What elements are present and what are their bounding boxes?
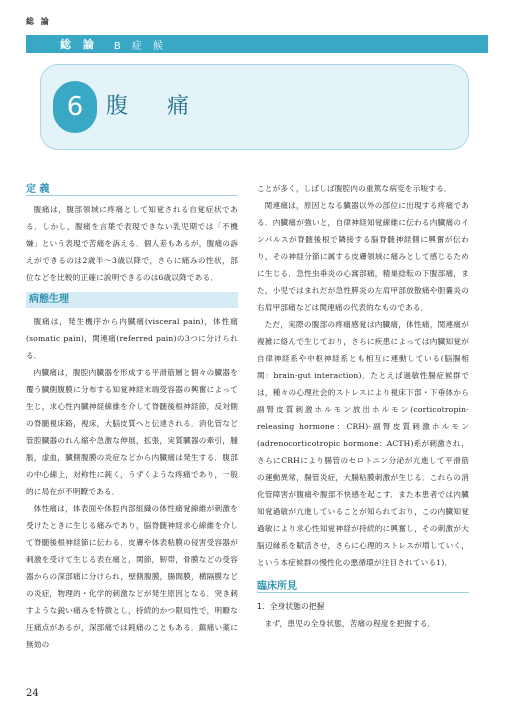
chapter-number: 6 bbox=[53, 81, 97, 133]
paragraph: 体性痛は，体表面や体腔内部組織の体性痛覚線維が刺激を受けたときに生じる痛みであり，脳脊髄神経求心線維を介して脊髄後根神経節に伝わる．皮膚や体表粘膜の侵害受容器が刺激を受けて生じる表在痛と，関節，靭帯，骨膜などの受容器からの深部痛に分けられ，壁側腹膜，腸間膜，横隔膜などの炎症，物理的・化学的刺激などが発生原因となる．突き刺すような鋭い痛みを特徴とし，持続的かつ限局性で，明瞭な圧痛点があるが，深部痛では鈍痛のこともある．鎮痛い薬に無効の bbox=[26, 504, 238, 649]
subheading: 1．全身状態の把握 bbox=[257, 602, 325, 611]
left-column bbox=[26, 180, 238, 653]
chapter-title: 腹 痛 bbox=[106, 94, 205, 119]
section-main-label: 総 論 bbox=[60, 38, 98, 51]
chapter-title-box bbox=[40, 64, 469, 150]
running-head: 総 論 bbox=[26, 17, 51, 26]
paragraph: 関連痛は，原因となる臓器以外の部位に出現する疼痛である．内臓痛が強いと，自律神経知覚線維に伝わる内臓痛のインパルスが脊髄後根で隣接する脳脊髄神経側に興奮が伝わり，その神経分節に属する皮膚領域に痛みとして感じるために生じる．急性虫垂炎の心窩部痛，精巣捻転の下腹部痛，また，小児ではまれだが急性膵炎の左肩甲部放散痛や胆嚢炎の右肩甲部痛などは関連痛の代表的なものである． bbox=[257, 201, 469, 312]
paragraph: 腹痛は，発生機序から内臓痛(visceral pain)，体性痛(somatic pain)，関連痛(referred pain)の3つに分けられる． bbox=[26, 317, 238, 360]
section-sub-label: B 症 候 bbox=[113, 40, 168, 52]
paragraph: ことが多く，しばしば腹腔内の重篤な病変を示唆する． bbox=[257, 184, 452, 193]
heading-clinical-findings: 臨床所見 bbox=[257, 577, 469, 593]
heading-pathophysiology: 病態生理 bbox=[26, 292, 238, 308]
section-bar bbox=[26, 35, 488, 53]
paragraph: ただ，実際の腹部の疼痛感覚は内臓痛，体性痛，関連痛が複雑に絡んで生じており，さらに疾患によっては内臓知覚が自律神経系や中枢神経系とも相互に連動している(脳腸相関：brain-gut interaction)．たとえば過敏性腸症候群では，種々の心理社会的ストレスにより視床下部・下垂体から副腎皮質刺激ホルモン放出ホルモン(corticotropin-releasing hormone：CRH)-副腎皮質刺激ホルモン(adrenocorticotropic hormone：ACTH)系が刺激され，さらにCRHにより腸管のセロトニン分泌が亢進して平滑筋の運動異常，腸管炎症，大腸粘膜刺激が生じる．これらの消化管障害が腹痛や腹部不快感を起こす．また本患者では内臓知覚過敏が亢進していることが知られており，この内臓知覚過敏により求心性知覚神経が持続的に興奮し，その刺激が大脳辺縁系を賦活させ，さらに心理的ストレスが増していく，という本症候群の慢性化の悪循環が注目されている1)． bbox=[257, 320, 469, 567]
page-number: 24 bbox=[26, 688, 39, 699]
right-column bbox=[257, 180, 469, 632]
paragraph: 内臓痛は，腹腔内臓器を形成する平滑筋層と個々の臓器を覆う臓側腹膜に分布する知覚神経末端受容器の興奮によって生じ，求心性内臓神経線維を介して脊髄後根神経節，反対側の脊髄視床路，視床，大脳皮質へと伝達される．消化管など管腔臓器のれん縮や急激な伸展，拡張，実質臓器の牽引，腫脹，虚血，臓側腹膜の炎症などから内臓痛は発生する．腹部の中心線上，対称性に鈍く，うずくような疼痛であり，一般的に局在が不明瞭である． bbox=[26, 368, 238, 496]
paragraph: 腹痛は，腹部領域に疼痛として知覚される自覚症状である．しかし，腹痛を言葉で表現できない乳児期では「不機嫌」という表現で苦痛を訴える．個人差もあるが，腹痛の訴えができるのは2歳半〜3歳以降で，さらに痛みの性状，部位などを比較的正確に説明できるのは6歳以降である． bbox=[26, 205, 238, 282]
heading-definition: 定 義 bbox=[26, 180, 238, 196]
paragraph: まず，患児の全身状態，苦痛の程度を把握する． bbox=[264, 619, 436, 628]
